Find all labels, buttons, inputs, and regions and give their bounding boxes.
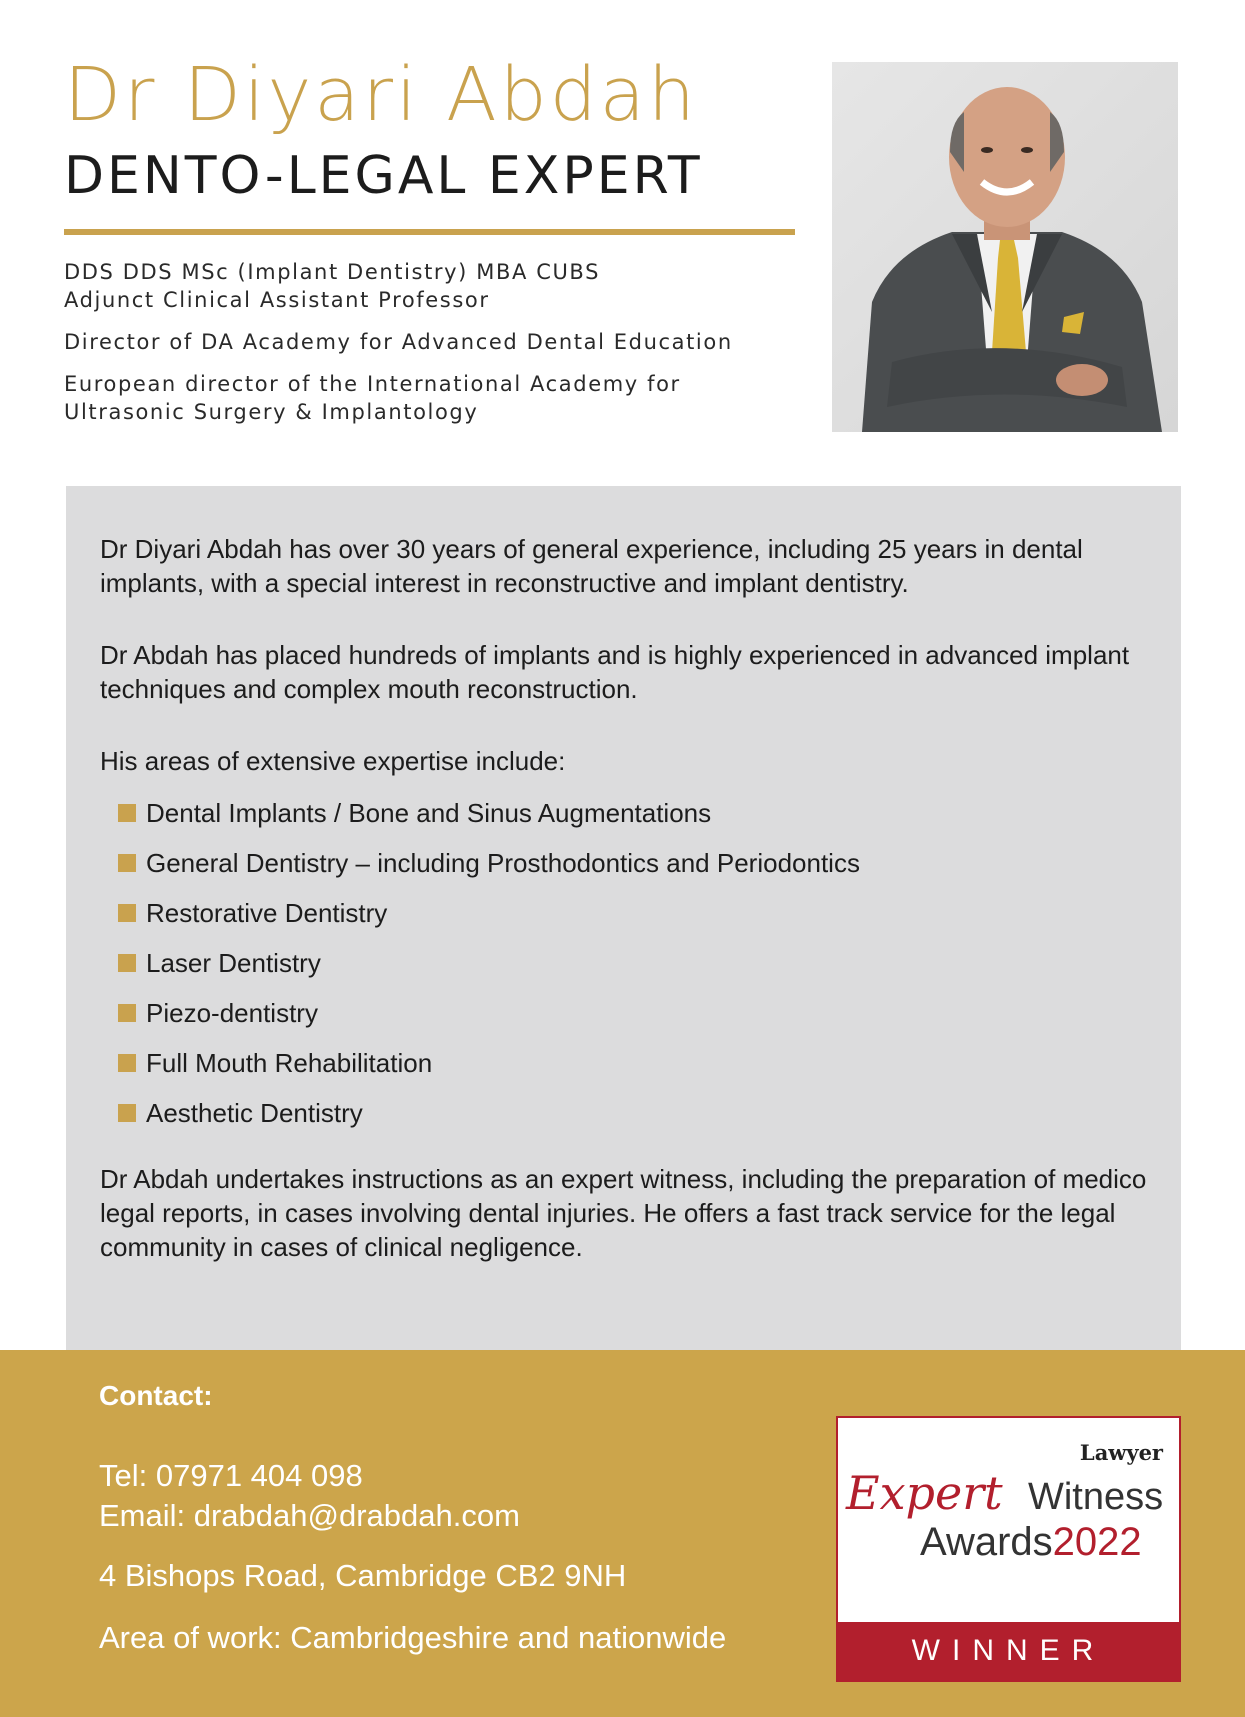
expertise-item: Aesthetic Dentistry [118,1088,1160,1138]
award-badge [836,1416,1181,1682]
bio-paragraph-experience: Dr Diyari Abdah has over 30 years of general experience, including 25 years in dental implants, with a special interest in reconstructive and implant dentistry. [100,534,1083,598]
bullet-square-icon [118,1104,136,1122]
expertise-list [100,788,1160,1138]
credential-european-director: European director of the International Academy for [64,372,681,396]
credential-degrees: DDS DDS MSc (Implant Dentistry) MBA CUBS [64,260,600,284]
award-expert-script: Expert [846,1466,1003,1520]
contact-area: Area of work: Cambridgeshire and nationwide [99,1620,727,1655]
credentials [64,258,784,426]
bullet-square-icon [118,904,136,922]
bullet-square-icon [118,1004,136,1022]
bullet-square-icon [118,854,136,872]
bullet-square-icon [118,804,136,822]
bio-paragraph-implants: Dr Abdah has placed hundreds of implants and is highly experienced in advanced implant techniques and complex mouth reconstruction. [100,640,1130,704]
expertise-item: General Dentistry – including Prosthodontics and Periodontics [118,838,1160,888]
portrait-photo [832,62,1178,432]
contact-address: 4 Bishops Road, Cambridge CB2 9NH [99,1558,627,1593]
expertise-item: Full Mouth Rehabilitation [118,1038,1160,1088]
expertise-item: Piezo-dentistry [118,988,1160,1038]
bio-paragraph-expert-witness: Dr Abdah undertakes instructions as an expert witness, including the preparation of medico legal reports, in cases involving dental injuries. He offers a fast track service for the legal community in cases of clinical negligence. [100,1164,1147,1262]
expertise-item: Restorative Dentistry [118,888,1160,938]
portrait-illustration [832,62,1178,432]
doctor-name: Dr Diyari Abdah [64,52,698,138]
contact-email[interactable]: Email: drabdah@drabdah.com [99,1498,520,1533]
bullet-square-icon [118,954,136,972]
expertise-item: Dental Implants / Bone and Sinus Augmentations [118,788,1160,838]
credential-professor: Adjunct Clinical Assistant Professor [64,288,490,312]
expertise-heading: His areas of extensive expertise include: [100,746,566,776]
bullet-square-icon [118,1054,136,1072]
credential-european-director-cont: Ultrasonic Surgery & Implantology [64,400,479,424]
contact-phone[interactable]: Tel: 07971 404 098 [99,1458,363,1493]
award-winner-banner: WINNER [838,1622,1179,1680]
expertise-item: Laser Dentistry [118,938,1160,988]
doctor-role: DENTO-LEGAL EXPERT [64,146,703,206]
contact-section [0,1350,1245,1717]
contact-heading: Contact: [99,1380,213,1411]
gold-divider [64,229,795,235]
award-title: Awards2022 [920,1520,1142,1564]
bio-panel [66,486,1181,1350]
credential-director: Director of DA Academy for Advanced Dental Education [64,330,733,354]
award-witness-text: Witness [1028,1476,1164,1518]
award-year: 2022 [1052,1520,1142,1564]
award-brand-logo: Lawyer [1079,1440,1163,1465]
